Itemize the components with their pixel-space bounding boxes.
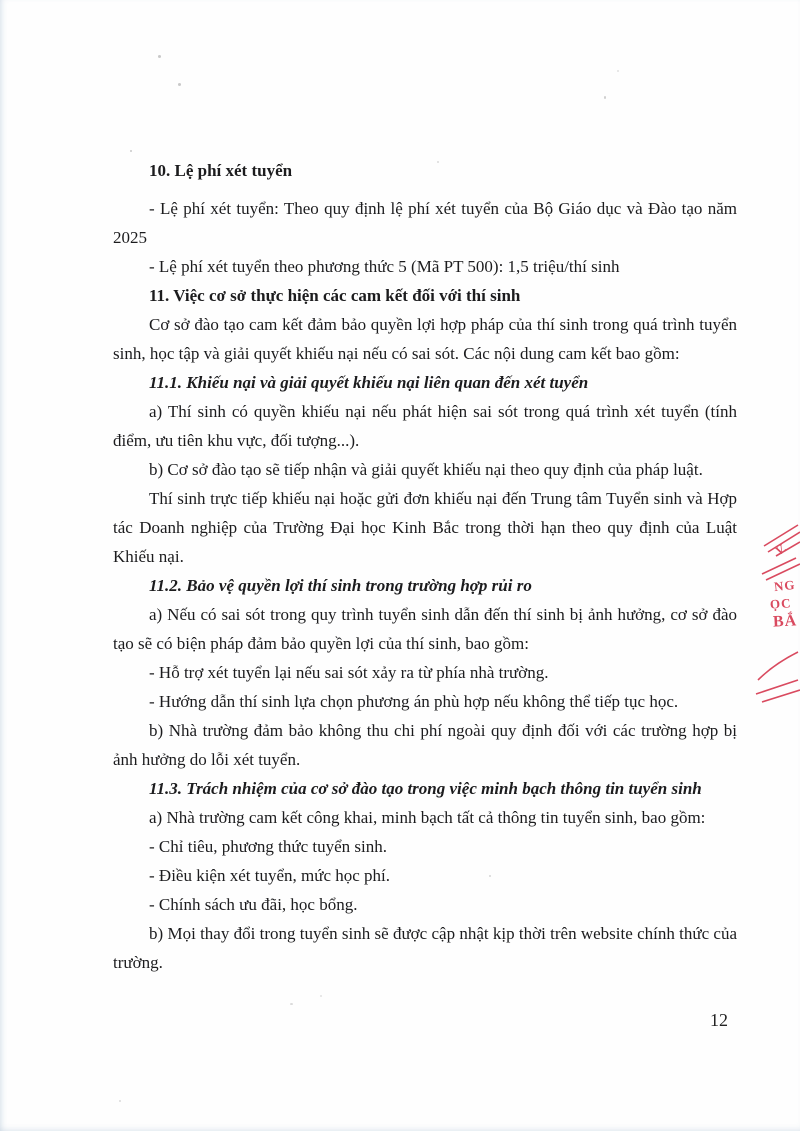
- section-heading-11: 11. Việc cơ sở thực hiện các cam kết đối với thí sinh: [149, 286, 521, 305]
- subsection-heading-11-3: 11.3. Trách nhiệm của cơ sở đào tạo trong việc minh bạch thông tin tuyển sinh: [149, 779, 702, 798]
- stamp-text-fragment: ỌC: [769, 595, 792, 612]
- document-paragraph: b) Nhà trường đảm bảo không thu chi phí ngoài quy định đối với các trường hợp bị ảnh hưởng do lỗi xét tuyển.: [113, 721, 737, 769]
- document-paragraph: - Chỉ tiêu, phương thức tuyển sinh.: [149, 837, 388, 856]
- scan-speck: [604, 96, 606, 99]
- stamp-text-fragment: V.: [772, 540, 791, 559]
- document-paragraph: - Lệ phí xét tuyển theo phương thức 5 (Mã PT 500): 1,5 triệu/thí sinh: [149, 257, 620, 276]
- scan-speck: [119, 1100, 121, 1102]
- stamp-arc-lines: [750, 520, 800, 710]
- red-seal-stamp-partial: [750, 520, 800, 710]
- subsection-heading-11-1: 11.1. Khiếu nại và giải quyết khiếu nại liên quan đến xét tuyển: [149, 373, 589, 392]
- scan-speck: [290, 1003, 293, 1005]
- document-body: [113, 156, 737, 977]
- scan-speck: [130, 150, 132, 152]
- document-paragraph: a) Thí sinh có quyền khiếu nại nếu phát hiện sai sót trong quá trình xét tuyển (tính điểm, ưu tiên khu vực, đối tượng...).: [113, 402, 737, 450]
- document-paragraph: - Chính sách ưu đãi, học bổng.: [149, 895, 358, 914]
- scan-speck: [437, 161, 439, 163]
- document-paragraph: b) Cơ sở đào tạo sẽ tiếp nhận và giải quyết khiếu nại theo quy định của pháp luật.: [149, 460, 703, 479]
- stamp-text-fragment: NG: [773, 576, 797, 595]
- section-heading-10: 10. Lệ phí xét tuyển: [149, 161, 293, 180]
- document-paragraph: a) Nhà trường cam kết công khai, minh bạch tất cả thông tin tuyển sinh, bao gồm:: [149, 808, 706, 827]
- document-paragraph: - Lệ phí xét tuyển: Theo quy định lệ phí xét tuyển của Bộ Giáo dục và Đào tạo năm 2025: [113, 199, 737, 247]
- scan-speck: [617, 70, 619, 72]
- document-paragraph: Thí sinh trực tiếp khiếu nại hoặc gửi đơn khiếu nại đến Trung tâm Tuyển sinh và Hợp tác Doanh nghiệp của Trường Đại học Kinh Bắc trong thời hạn theo quy định của Luật Khiếu nại.: [113, 489, 737, 566]
- scan-speck: [158, 55, 161, 58]
- page-number: 12: [710, 1010, 728, 1030]
- scan-speck: [320, 995, 322, 997]
- stamp-text-fragment: BẮ: [772, 612, 798, 631]
- subsection-heading-11-2: 11.2. Bảo vệ quyền lợi thí sinh trong trường hợp rủi ro: [149, 576, 532, 595]
- document-paragraph: - Hỗ trợ xét tuyển lại nếu sai sót xảy ra từ phía nhà trường.: [149, 663, 549, 682]
- document-paragraph: a) Nếu có sai sót trong quy trình tuyển sinh dẫn đến thí sinh bị ảnh hưởng, cơ sở đào tạo sẽ có biện pháp đảm bảo quyền lợi của thí sinh, bao gồm:: [113, 605, 737, 653]
- document-paragraph: - Hướng dẫn thí sinh lựa chọn phương án phù hợp nếu không thể tiếp tục học.: [149, 692, 679, 711]
- document-paragraph: Cơ sở đào tạo cam kết đảm bảo quyền lợi hợp pháp của thí sinh trong quá trình tuyển sinh, học tập và giải quyết khiếu nại nếu có sai sót. Các nội dung cam kết bao gồm:: [113, 315, 737, 363]
- document-paragraph: b) Mọi thay đổi trong tuyển sinh sẽ được cập nhật kịp thời trên website chính thức của trường.: [113, 924, 737, 972]
- scan-speck: [178, 83, 181, 86]
- document-paragraph: - Điều kiện xét tuyển, mức học phí.: [149, 866, 391, 885]
- scan-speck: [489, 875, 491, 877]
